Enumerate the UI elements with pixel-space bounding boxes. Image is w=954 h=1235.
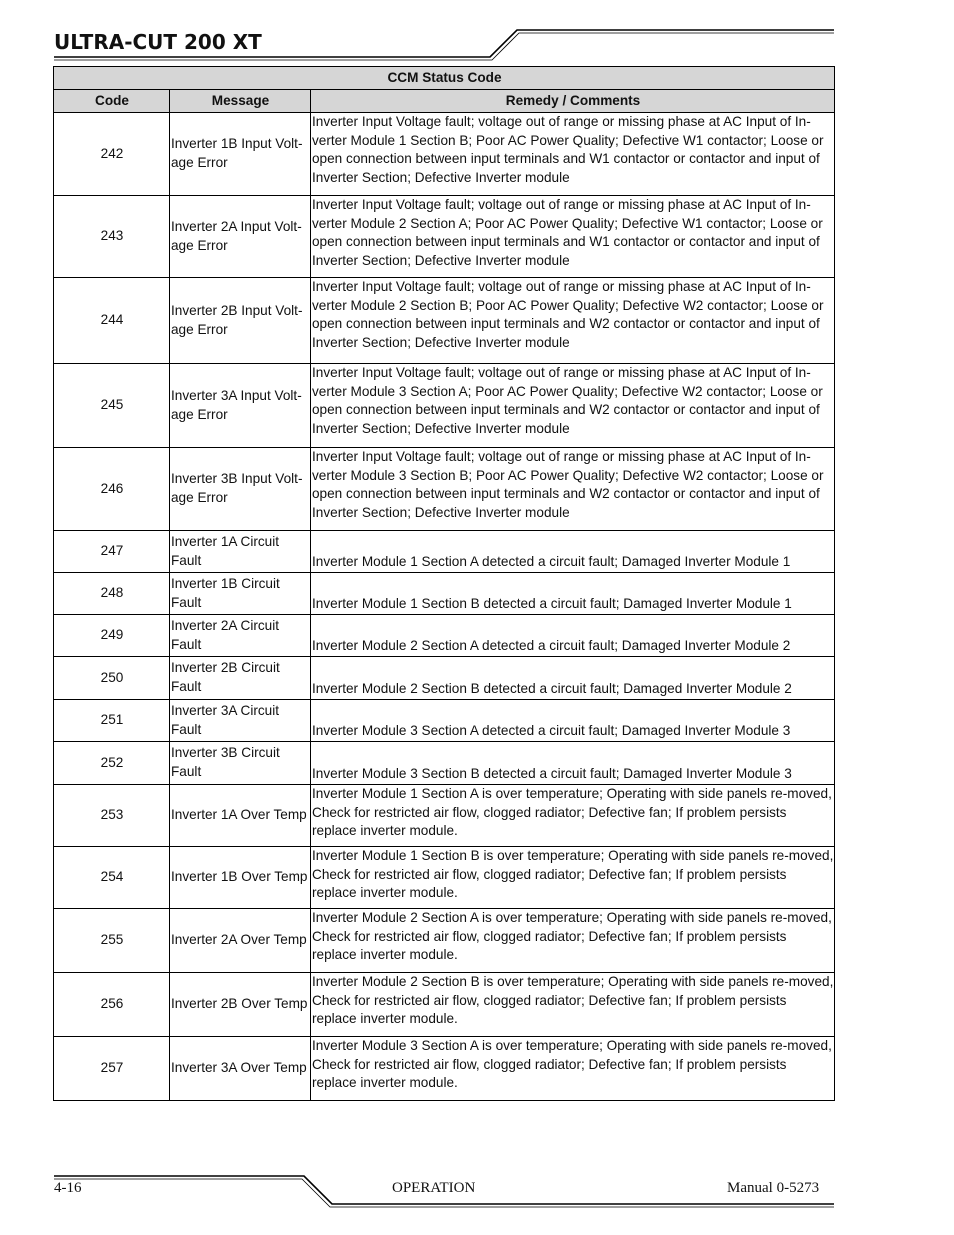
table-row [54,847,835,909]
code-cell: 245 [54,364,170,448]
message-cell: Inverter 3A Circuit Fault [170,700,311,742]
remedy-cell: Inverter Module 2 Section B detected a circuit fault; Damaged Inverter Module 2 [311,657,835,700]
code-cell: 244 [54,278,170,364]
table-row [54,700,835,742]
code-cell: 253 [54,785,170,847]
remedy-cell: Inverter Input Voltage fault; voltage out of range or missing phase at AC Input of In-verter Module 3 Section B; Poor AC Power Quality; Defective W2 contactor; Loose or open connection between input terminals and W2 contactor or contactor and input of Inverter Section; Defective Inverter module [311,448,835,531]
table-row [54,364,835,448]
code-cell: 252 [54,742,170,785]
remedy-cell: Inverter Module 3 Section B detected a circuit fault; Damaged Inverter Module 3 [311,742,835,785]
code-cell: 254 [54,847,170,909]
code-cell: 248 [54,573,170,615]
message-cell: Inverter 2A Over Temp [170,909,311,973]
remedy-cell: Inverter Input Voltage fault; voltage out of range or missing phase at AC Input of In-verter Module 2 Section B; Poor AC Power Quality; Defective W2 contactor; Loose or open connection between input terminals and W2 contactor or contactor and input of Inverter Section; Defective Inverter module [311,278,835,364]
remedy-cell: Inverter Module 2 Section A detected a circuit fault; Damaged Inverter Module 2 [311,615,835,657]
ccm-status-table [53,66,835,1101]
message-cell: Inverter 3B Input Volt-age Error [170,448,311,531]
remedy-cell: Inverter Input Voltage fault; voltage out of range or missing phase at AC Input of In-verter Module 3 Section A; Poor AC Power Quality; Defective W2 contactor; Loose or open connection between input terminals and W2 contactor or contactor and input of Inverter Section; Defective Inverter module [311,364,835,448]
remedy-cell: Inverter Module 2 Section B is over temperature; Operating with side panels re-moved, Check for restricted air flow, clogged radiator; Defective fan; If problem persists replace inverter module. [311,973,835,1037]
message-cell: Inverter 2A Input Volt-age Error [170,196,311,278]
table-row [54,573,835,615]
remedy-cell: Inverter Module 1 Section B detected a circuit fault; Damaged Inverter Module 1 [311,573,835,615]
section-name: OPERATION [392,1180,476,1196]
code-cell: 246 [54,448,170,531]
table-caption: CCM Status Code [54,67,835,90]
column-header-remedy: Remedy / Comments [311,90,835,113]
message-cell: Inverter 1A Circuit Fault [170,531,311,573]
remedy-cell: Inverter Module 2 Section A is over temperature; Operating with side panels re-moved, Check for restricted air flow, clogged radiator; Defective fan; If problem persists replace inverter module. [311,909,835,973]
table-row [54,742,835,785]
table-row [54,909,835,973]
remedy-cell: Inverter Module 3 Section A is over temperature; Operating with side panels re-moved, Check for restricted air flow, clogged radiator; Defective fan; If problem persists replace inverter module. [311,1037,835,1101]
code-cell: 256 [54,973,170,1037]
table-row [54,448,835,531]
message-cell: Inverter 1A Over Temp [170,785,311,847]
message-cell: Inverter 3A Over Temp [170,1037,311,1101]
table-row [54,531,835,573]
code-cell: 255 [54,909,170,973]
code-cell: 251 [54,700,170,742]
message-cell: Inverter 2B Input Volt-age Error [170,278,311,364]
message-cell: Inverter 3B Circuit Fault [170,742,311,785]
code-cell: 243 [54,196,170,278]
message-cell: Inverter 1B Input Volt-age Error [170,113,311,196]
code-cell: 242 [54,113,170,196]
table-row [54,785,835,847]
remedy-cell: Inverter Input Voltage fault; voltage out of range or missing phase at AC Input of In-verter Module 1 Section B; Poor AC Power Quality; Defective W1 contactor; Loose or open connection between input terminals and W1 contactor or contactor and input of Inverter Section; Defective Inverter module [311,113,835,196]
column-header-message: Message [170,90,311,113]
code-cell: 247 [54,531,170,573]
document-title: ULTRA-CUT 200 XT [54,30,262,54]
table-row [54,1037,835,1101]
table-row [54,615,835,657]
message-cell: Inverter 2B Circuit Fault [170,657,311,700]
table-row [54,196,835,278]
code-cell: 257 [54,1037,170,1101]
remedy-cell: Inverter Input Voltage fault; voltage out of range or missing phase at AC Input of In-verter Module 2 Section A; Poor AC Power Quality; Defective W1 contactor; Loose or open connection between input terminals and W1 contactor or contactor and input of Inverter Section; Defective Inverter module [311,196,835,278]
table-row [54,973,835,1037]
message-cell: Inverter 3A Input Volt-age Error [170,364,311,448]
code-cell: 249 [54,615,170,657]
manual-number: Manual 0-5273 [727,1180,820,1196]
message-cell: Inverter 1B Over Temp [170,847,311,909]
remedy-cell: Inverter Module 1 Section A is over temperature; Operating with side panels re-moved, Check for restricted air flow, clogged radiator; Defective fan; If problem persists replace inverter module. [311,785,835,847]
table-row [54,657,835,700]
remedy-cell: Inverter Module 3 Section A detected a circuit fault; Damaged Inverter Module 3 [311,700,835,742]
table-row [54,278,835,364]
message-cell: Inverter 2A Circuit Fault [170,615,311,657]
column-header-code: Code [54,90,170,113]
page-number: 4-16 [54,1180,82,1196]
table-row [54,113,835,196]
remedy-cell: Inverter Module 1 Section A detected a circuit fault; Damaged Inverter Module 1 [311,531,835,573]
remedy-cell: Inverter Module 1 Section B is over temperature; Operating with side panels re-moved, Check for restricted air flow, clogged radiator; Defective fan; If problem persists replace inverter module. [311,847,835,909]
code-cell: 250 [54,657,170,700]
message-cell: Inverter 1B Circuit Fault [170,573,311,615]
message-cell: Inverter 2B Over Temp [170,973,311,1037]
